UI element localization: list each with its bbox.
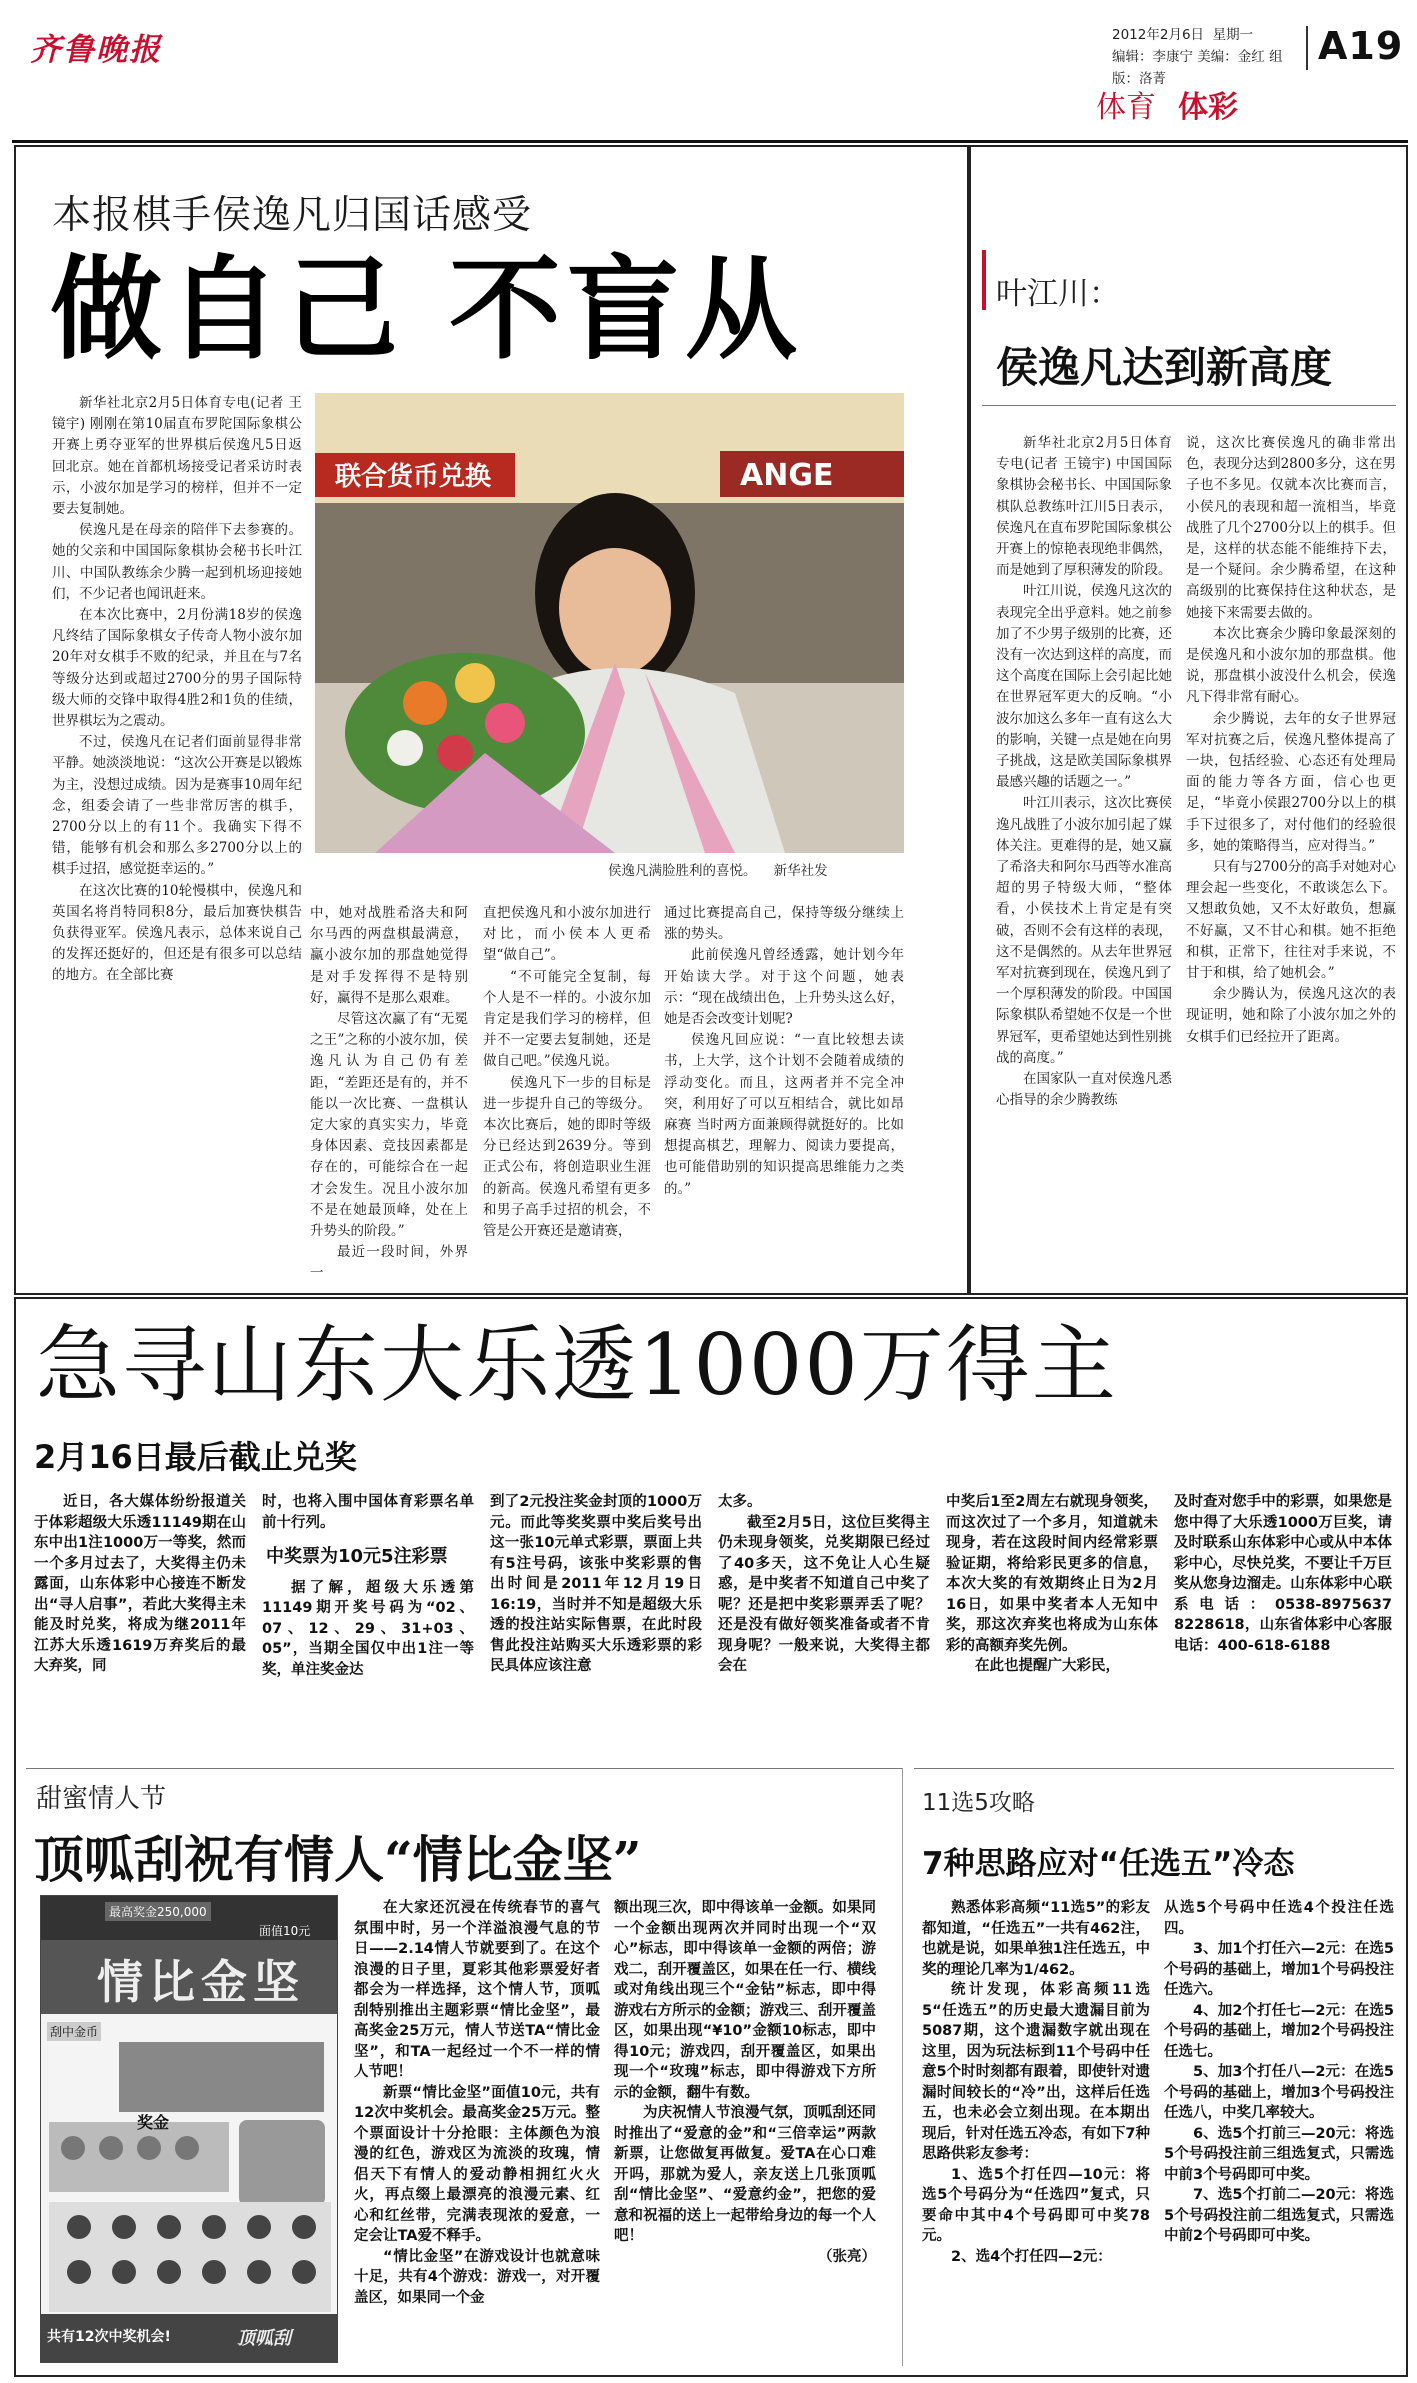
paragraph: 到了2元投注奖金封顶的1000万元。而此等奖奖票中奖后奖号出这一张10元单式彩票，票面上共有5注号码，该张中奖彩票的售出时间是2011年12月19日16:19，当时并不知是超级大乐透的投注站实际售票，在此时段售此投注站购买大乐透彩票的彩民具体应该注意 [490, 1494, 702, 1674]
page-number: A19 [1318, 24, 1404, 68]
article2-rule [982, 405, 1396, 406]
article2-headline: 侯逸凡达到新高度 [996, 343, 1333, 392]
article3-column-3 [490, 1492, 702, 1752]
article4-headline: 顶呱刮祝有情人“情比金坚” [34, 1830, 642, 1889]
article1-column-1 [52, 393, 302, 1285]
ticket-footer-text: 共有12次中奖机会! [47, 2329, 171, 2345]
paragraph: 说，这次比赛侯逸凡的确非常出色，表现分达到2800多分，这在男子也不多见。仅就本次比赛而言，小侯凡的表现和超一流相当，毕竟战胜了几个2700分以上的棋手。但是，这样的状态能不能维持下去，是一个疑问。余少腾希望，在这种高级别的比赛保持住这种状态，是她接下来需要去做的。 [1186, 435, 1396, 621]
article4-column-1 [354, 1898, 600, 2368]
paragraph: 新华社北京2月5日体育专电(记者 王镜宇) 刚刚在第10届直布罗陀国际象棋公开赛上勇夺亚军的世界棋后侯逸凡5日返回北京。她在首都机场接受记者采访时表示，小波尔加是学习的榜样，但并不一定要去复制她。 [52, 395, 302, 518]
paragraph: 此前侯逸凡曾经透露，她计划今年开始读大学。对于这个问题，她表示：“现在战绩出色，上升势头这么好，她是否会改变计划呢? [664, 947, 904, 1028]
photo-illustration [315, 393, 904, 853]
article3-column-1 [34, 1492, 246, 1752]
paragraph: 本次比赛余少腾印象最深刻的是侯逸凡和小波尔加的那盘棋。他说，那盘棋小波没什么机会，侯逸凡下得非常有耐心。 [1186, 625, 1396, 706]
paragraph: 余少腾认为，侯逸凡这次的表现证明，她和除了小波尔加之外的女棋手们已经拉开了距离。 [1186, 986, 1396, 1045]
shop-sign-text: 联合货币兑换 [335, 462, 492, 492]
photo-caption [608, 859, 828, 879]
ticket-title: 情比金坚 [97, 1955, 305, 2009]
paragraph: 叶江川说，侯逸凡这次的表现完全出乎意料。她之前参加了不少男子级别的比赛，还没有一次达到这样的高度，而这个高度在国际上会引起比她在世界冠军更大的反响。“小波尔加这么多年一直有这么大的影响，关键一点是她在向男子挑战，这是欧美国际象棋界最感兴趣的话题之一。” [996, 583, 1172, 791]
layout-credit: 组版：洛菁 [1112, 49, 1283, 87]
artist-credit: 美编：金红 [1197, 49, 1265, 65]
article5-column-2 [1164, 1898, 1394, 2368]
paragraph: 6、选5个打前三—20元：将选5个号码投注前三组选复式，只需选中前3个号码即可中奖。 [1164, 2125, 1394, 2183]
masthead-rule [12, 140, 1408, 143]
article2-top-rule [982, 250, 986, 310]
paragraph: 太多。 [718, 1494, 762, 1510]
article3-column-4 [718, 1492, 930, 1752]
article3-column-2 [262, 1492, 474, 1752]
ticket-game-graphic [49, 2042, 331, 2312]
paragraph: 为庆祝情人节浪漫气氛，顶呱刮还同时推出了“爱意的金”和“三倍幸运”两款新票，让您做复再做复。爱TA在心口难开吗，那就为爱人，亲友送上几张顶呱刮“情比金坚”、“爱意约金”，把您的爱意和祝福的送上一起带给身边的每一个人吧！ [614, 2105, 876, 2244]
paragraph: 2、选4个打任四—2元： [951, 2248, 1112, 2265]
paragraph: 及时查对您手中的彩票，如果您是您中得了大乐透1000万巨奖，请及时联系山东体彩中心或从中本体彩中心，尽快兑奖，不要让千万巨奖从您身边溜走。山东体彩中心联系电话：0538-8975637 8228618，山东省体彩中心客服电话：400-618-6188 [1174, 1494, 1392, 1654]
ticket-footer-brand: 顶呱刮 [237, 2328, 291, 2349]
photo-credit: 新华社发 [773, 863, 828, 879]
article1-column-3 [483, 903, 651, 1285]
article3-column-6 [1174, 1492, 1392, 1752]
ticket-game-area [49, 2042, 331, 2312]
paragraph: 通过比赛提高自己，保持等级分继续上涨的势头。 [664, 905, 904, 943]
article1-kicker: 本报棋手侯逸凡归国话感受 [52, 193, 533, 238]
issue-weekday: 星期一 [1212, 27, 1254, 43]
paragraph: 从选5个号码中任选4个投注任选四。 [1164, 1900, 1394, 1937]
article2-column-2 [1186, 433, 1396, 1285]
article1-column-4 [664, 903, 904, 1285]
paragraph: 在国家队一直对侯逸凡悉心指导的余少腾教练 [996, 1071, 1172, 1109]
editor-credit: 编辑：李康宁 [1112, 49, 1193, 65]
paragraph: 在大家还沉浸在传统春节的喜气氛围中时，另一个洋溢浪漫气息的节日——2.14情人节就要到了。在这个浪漫的日子里，夏彩其他彩票爱好者都会为一样选择，这个情人节，顶呱刮特别推出主题彩票“情比金坚”，最高奖金25万元，情人节送TA“情比金坚”，和TA一起经过一个不一样的情人节吧！ [354, 1900, 600, 2080]
paragraph: 尽管这次赢了有“无冕之王”之称的小波尔加，侯逸凡认为自己仍有差距，“差距还是有的，并不能以一次比赛、一盘棋认定大家的真实实力，毕竟身体因素、竞技因素都是存在的，可能综合在一起才会发生。况且小波尔加不是在她最顶峰，处在上升势头的阶段。” [310, 1011, 468, 1240]
ticket-price: 面值10元 [259, 1924, 311, 1938]
article5-kicker: 11选5攻略 [922, 1790, 1035, 1816]
section-lottery: 体彩 [1178, 90, 1238, 125]
paragraph: 新票“情比金坚”面值10元，共有12次中奖机会。最高奖金25万元。整个票面设计十分抢眼：主体颜色为浪漫的红色，游戏区为流淡的玫瑰，情侣天下有情人的爱动静相拥红火火火，再点缀上最漂亮的浪漫元素、红心和红丝带，完满表现浓的爱意，一定会让TA爱不释手。 [354, 2084, 600, 2244]
paragraph: 侯逸凡回应说：“一直比较想去读书，上大学，这个计划不会随着成绩的浮动变化。而且，这两者并不完全冲突，利用好了可以互相结合，就比如昂麻赛 当时两方面兼顾得就挺好的。比如想提高棋艺，理解力、阅读力要提高，也可能借助别的知识提高思维能力之类的。” [664, 1032, 904, 1197]
article3-headline: 急寻山东大乐透1000万得主 [36, 1316, 1118, 1414]
article4-kicker: 甜蜜情人节 [36, 1784, 167, 1814]
paragraph: 叶江川表示，这次比赛侯逸凡战胜了小波尔加引起了媒体关注。更难得的是，她又赢了希洛夫和阿尔马西等水准高超的男子特级大师，“整体看，小侯技术上肯定是有突破，否则不会有这样的表现，这不是偶然的。从去年世界冠军对抗赛到现在，侯逸凡到了一个厚积薄发的阶段。中国国际象棋队希望她不仅是一个世界冠军，更希望她达到性别挑战的高度。” [996, 795, 1172, 1066]
paragraph: 中奖后1至2周左右就现身领奖，而这次过了一个多月，知道就未现身，若在这段时间内经常彩票验证期，将给彩民更多的信息，本次大奖的有效期终止日为2月16日，如果中奖者本人无知中奖，那这次弃奖也将成为山东体彩的高额弃奖先例。 [946, 1494, 1158, 1654]
article3-inline-subhead: 中奖票为10元5注彩票 [266, 1546, 448, 1567]
paragraph: 1、选5个打任四—10元：将选5个号码分为“任选四”复式，只要命中其中4个号码即可中奖78元。 [922, 2166, 1150, 2244]
paragraph: 熟悉体彩高频“11选5”的彩友都知道，“任选五”一共有462注，也就是说，如果单独1注任选五，中奖的理论几率为1/462。 [922, 1900, 1150, 1978]
paragraph: “情比金坚”在游戏设计也就意味十足，共有4个游戏：游戏一，对开覆盖区，如果同一个金 [354, 2248, 600, 2306]
article3-subhead: 2月16日最后截止兑奖 [34, 1438, 357, 1476]
paragraph: 新华社北京2月5日体育专电(记者 王镜宇) 中国国际象棋协会秘书长、中国国际象棋队总教练叶江川5日表示，侯逸凡在直布罗陀国际象棋公开赛上的惊艳表现绝非偶然，而是她到了厚积薄发的阶段。 [996, 435, 1172, 579]
paragraph: 侯逸凡是在母亲的陪伴下去参赛的。她的父亲和中国国际象棋协会秘书长叶江川、中国队教练余少腾一起到机场迎接她们，不少记者也闻讯赶来。 [52, 522, 302, 602]
shop-sign-latin: ANGE [740, 458, 834, 493]
masthead-divider [1306, 26, 1308, 70]
article1-headline: 做自己 不盲从 [50, 244, 803, 375]
paragraph: 在这次比赛的10轮慢棋中，侯逸凡和英国名将肖特同积8分，最后加赛快棋告负获得亚军。侯逸凡表示，总体来说自己的发挥还挺好的，但还是有很多可以总结的地方。在全部比赛 [52, 882, 302, 984]
paragraph: 4、加2个打任七—2元：在选5个号码的基础上，增加2个号码投注任选七。 [1164, 2002, 1394, 2060]
paragraph: 侯逸凡下一步的目标是进一步提升自己的等级分。本次比赛后，她的即时等级分已经达到2639分。等到正式公布，将创造职业生涯的新高。侯逸凡希望有更多和男子高手过招的机会，不管是公开赛还是邀请赛， [483, 1074, 651, 1240]
section-sports: 体育 [1096, 90, 1156, 125]
paragraph: 最近一段时间，外界一 [310, 1244, 468, 1282]
article2-column-1 [996, 433, 1172, 1285]
paragraph: 统计发现，体彩高频11选5“任选五”的历史最大遗漏目前为5087期，这个遗漏数字就出现在这里，因为玩法标到11个号码中任意5个时时刻都有跟着，即使针对遗漏时间较长的“冷”出，这样后任选五，也未必会立刻出现。在本期出现后，针对任选五冷态，有如下7种思路供彩友参考： [922, 1982, 1150, 2162]
paragraph: 直把侯逸凡和小波尔加进行对比，而小侯本人更希望“做自己”。 [483, 905, 651, 964]
article1-column-2 [310, 903, 468, 1285]
masthead-info [1112, 24, 1304, 90]
news-photo [315, 393, 904, 853]
paragraph: 不过，侯逸凡在记者们面前显得非常平静。她淡淡地说：“这次公开赛是以锻炼为主，没想过成绩。因为是赛事10周年纪念，组委会请了一些非常厉害的棋手，2700分以上的有11个。我确实下得不错，能够有机会和那么多2700分以上的棋手过招，感觉挺幸运的。” [52, 734, 302, 878]
paragraph: 近日，各大媒体纷纷报道关于体彩超级大乐透11149期在山东中出1注1000万一等奖，然而一个多月过去了，大奖得主仍未露面，山东体彩中心接连不断发出“寻人启事”，若此大奖得主未能及时兑奖，将成为继2011年江苏大乐透1619万弃奖后的最大弃奖，同 [34, 1494, 246, 1674]
newspaper-logo: 齐鲁晚报 [30, 32, 162, 68]
paragraph: 5、加3个打任八—2元：在选5个号码的基础上，增加3个号码投注任选八，中奖几率较大。 [1164, 2064, 1394, 2121]
paragraph: 只有与2700分的高手对她对心理会起一些变化，不敢谈怎么下。又想敢负她，又不太好敢负，想赢不好赢，又不甘心和棋。她不拒绝和棋，正常下，往往对手来说，不甘于和棋，给了她机会。” [1186, 859, 1396, 982]
article2-kicker: 叶江川： [996, 276, 1120, 312]
article4-signature: （张亮） [818, 2248, 876, 2265]
paragraph: 据了解，超级大乐透第11149期开奖号码为“02、07、12、29、31+03、05”，当期全国仅中出1注一等奖，单注奖金达 [262, 1579, 474, 1678]
article5-headline: 7种思路应对“任选五”冷态 [922, 1846, 1295, 1882]
ticket-side-label: 刮中金币 [47, 2022, 101, 2041]
issue-date: 2012年2月6日 [1112, 27, 1205, 43]
article5-column-1 [922, 1898, 1150, 2368]
paragraph: 时，也将入围中国体育彩票名单前十行列。 [262, 1494, 474, 1531]
article5-top-rule [914, 1768, 1394, 1769]
scratch-ticket [40, 1895, 338, 2363]
paragraph: 中，她对战胜希洛夫和阿尔马西的两盘棋最满意，赢小波尔加的那盘她觉得是对手发挥得不是特别好，赢得不是那么艰难。 [310, 905, 468, 1006]
section-label [1096, 82, 1238, 126]
ticket-top-prize: 最高奖金250,000 [105, 1902, 211, 1921]
article4-top-rule [26, 1768, 902, 1769]
paragraph: 额出现三次，即中得该单一金额。如果同一个金额出现两次并同时出现一个“双心”标志，即中得该单一金额的两倍；游戏二，刮开覆盖区，如果在任一行、横线或对角线出现三个“金钻”标志，即中得游戏右方所示的金额；游戏三、刮开覆盖区，如果出现“¥10”金额10标志，即中得10元；游戏四，刮开覆盖区，如果出现一个“玫瑰”标志，即中得游戏下方所示的金额，翻牛有数。 [614, 1900, 876, 2101]
paragraph: 7、选5个打前二—20元：将选5个号码投注前二组选复式，只需选中前2个号码即可中奖。 [1164, 2187, 1394, 2244]
paragraph: 3、加1个打任六—2元：在选5个号码的基础上，增加1个号码投注任选六。 [1164, 1941, 1394, 1998]
article3-column-5 [946, 1492, 1158, 1752]
paragraph: 在此也提醒广大彩民， [975, 1658, 1120, 1674]
paragraph: 余少腾说，去年的女子世界冠军对抗赛之后，侯逸凡整体提高了一块，包括经验、心态还有处理局面的能力等各方面，信心也更足，“毕竟小侯跟2700分以上的棋手下过很多了，对付他们的经验很多，她的策略得当，应对得当。” [1186, 710, 1396, 854]
article-divider [902, 1768, 903, 2366]
ticket-prize-label: 奖金 [137, 2113, 170, 2132]
photo-caption-text: 侯逸凡满脸胜利的喜悦。 [608, 863, 757, 879]
paragraph: 在本次比赛中，2月份满18岁的侯逸凡终结了国际象棋女子传奇人物小波尔加20年对女棋手不败的纪录，并且在与7名等级分达到或超过2700分的男子国际特级大师的交锋中取得4胜2和1负的佳绩，世界棋坛为之震动。 [52, 607, 302, 730]
paragraph: 截至2月5日，这位巨奖得主仍未现身领奖，兑奖期限已经过了40多天，这不免让人心生疑惑，是中奖者不知道自己中奖了呢？还是把中奖彩票弄丢了呢？还是没有做好领奖准备或者不肯现身呢？一般来说，大奖得主都会在 [718, 1514, 930, 1674]
article4-column-2 [614, 1898, 876, 2368]
paragraph: “不可能完全复制，每个人是不一样的。小波尔加肯定是我们学习的榜样，但并不一定要去复制她，还是做自己吧。”侯逸凡说。 [483, 968, 651, 1070]
